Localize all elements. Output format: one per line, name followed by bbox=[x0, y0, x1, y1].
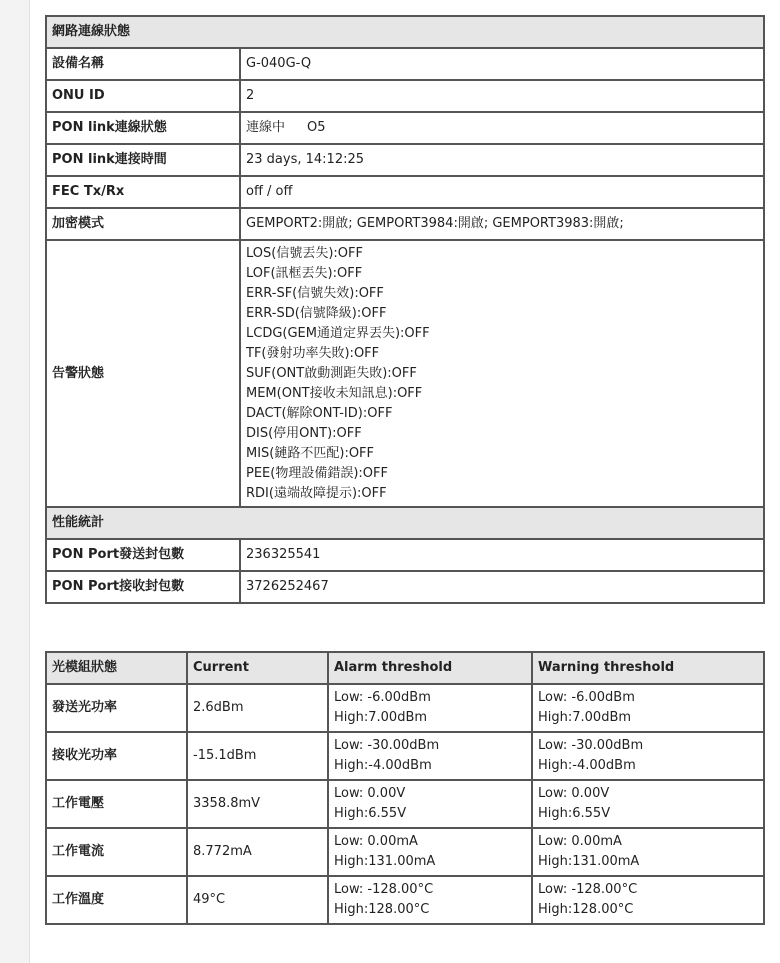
alarm-high: High:7.00dBm bbox=[334, 710, 428, 725]
tx-packets-value: 236325541 bbox=[240, 539, 764, 571]
alarm-status-label: 告警狀態 bbox=[46, 240, 240, 507]
fec-label: FEC Tx/Rx bbox=[46, 176, 240, 208]
alarm-status-list bbox=[240, 240, 764, 507]
table-row bbox=[46, 240, 764, 507]
rx-packets-label: PON Port接收封包數 bbox=[46, 571, 240, 603]
optical-row-label: 工作溫度 bbox=[46, 876, 187, 924]
status-panel bbox=[45, 15, 763, 963]
alarm-high: High:-4.00dBm bbox=[334, 758, 432, 773]
alarm-item-dis: DIS(停用ONT):OFF bbox=[246, 426, 362, 441]
table-row bbox=[46, 876, 764, 924]
onu-id-label: ONU ID bbox=[46, 80, 240, 112]
alarm-item-err-sd: ERR-SD(信號降級):OFF bbox=[246, 306, 387, 321]
encryption-label: 加密模式 bbox=[46, 208, 240, 240]
alarm-item-los: LOS(信號丟失):OFF bbox=[246, 246, 363, 261]
alarm-item-pee: PEE(物理設備錯誤):OFF bbox=[246, 466, 388, 481]
warning-high: High:-4.00dBm bbox=[538, 758, 636, 773]
table-row bbox=[46, 732, 764, 780]
onu-id-value: 2 bbox=[240, 80, 764, 112]
optical-warning-threshold bbox=[532, 828, 764, 876]
warning-high: High:131.00mA bbox=[538, 854, 640, 869]
warning-high: High:6.55V bbox=[538, 806, 611, 821]
table-row bbox=[46, 507, 764, 539]
optical-row-label: 發送光功率 bbox=[46, 684, 187, 732]
alarm-item-lof: LOF(訊框丟失):OFF bbox=[246, 266, 363, 281]
warning-high: High:128.00°C bbox=[538, 902, 634, 917]
optical-alarm-threshold bbox=[328, 780, 532, 828]
optical-header-alarm: Alarm threshold bbox=[328, 652, 532, 684]
alarm-low: Low: -30.00dBm bbox=[334, 738, 440, 753]
optical-header-current: Current bbox=[187, 652, 328, 684]
optical-warning-threshold bbox=[532, 780, 764, 828]
warning-low: Low: -30.00dBm bbox=[538, 738, 644, 753]
pon-link-status-cell bbox=[240, 112, 764, 144]
table-row bbox=[46, 208, 764, 240]
table-row bbox=[46, 539, 764, 571]
table-row bbox=[46, 144, 764, 176]
table-row bbox=[46, 112, 764, 144]
fec-value: off / off bbox=[240, 176, 764, 208]
warning-low: Low: -6.00dBm bbox=[538, 690, 635, 705]
performance-title: 性能統計 bbox=[46, 507, 764, 539]
optical-current-value: 8.772mA bbox=[187, 828, 328, 876]
pon-link-status-label: PON link連線狀態 bbox=[46, 112, 240, 144]
alarm-low: Low: 0.00mA bbox=[334, 834, 418, 849]
pon-link-time-value: 23 days, 14:12:25 bbox=[240, 144, 764, 176]
optical-row-label: 工作電流 bbox=[46, 828, 187, 876]
alarm-item-tf: TF(發射功率失敗):OFF bbox=[246, 346, 380, 361]
alarm-low: Low: -128.00°C bbox=[334, 882, 434, 897]
rx-packets-value: 3726252467 bbox=[240, 571, 764, 603]
pon-link-time-label: PON link連接時間 bbox=[46, 144, 240, 176]
optical-current-value: 49°C bbox=[187, 876, 328, 924]
warning-low: Low: -128.00°C bbox=[538, 882, 638, 897]
table-row bbox=[46, 571, 764, 603]
optical-warning-threshold bbox=[532, 732, 764, 780]
alarm-item-suf: SUF(ONT啟動測距失敗):OFF bbox=[246, 366, 417, 381]
table-row bbox=[46, 16, 764, 48]
optical-current-value: 2.6dBm bbox=[187, 684, 328, 732]
optical-warning-threshold bbox=[532, 876, 764, 924]
table-row bbox=[46, 80, 764, 112]
tx-packets-label: PON Port發送封包數 bbox=[46, 539, 240, 571]
table-row bbox=[46, 176, 764, 208]
table-row bbox=[46, 828, 764, 876]
pon-link-status-value: 連線中 bbox=[246, 120, 286, 135]
optical-alarm-threshold bbox=[328, 732, 532, 780]
optical-header-warning: Warning threshold bbox=[532, 652, 764, 684]
warning-low: Low: 0.00V bbox=[538, 786, 610, 801]
left-sidebar-rail bbox=[0, 0, 30, 963]
device-name-value: G-040G-Q bbox=[240, 48, 764, 80]
optical-module-table bbox=[45, 651, 765, 925]
optical-row-label: 工作電壓 bbox=[46, 780, 187, 828]
encryption-value: GEMPORT2:開啟; GEMPORT3984:開啟; GEMPORT3983:開啟; bbox=[240, 208, 764, 240]
optical-alarm-threshold bbox=[328, 684, 532, 732]
alarm-low: Low: 0.00V bbox=[334, 786, 406, 801]
network-status-table bbox=[45, 15, 765, 604]
warning-high: High:7.00dBm bbox=[538, 710, 632, 725]
alarm-item-dact: DACT(解除ONT-ID):OFF bbox=[246, 406, 393, 421]
network-status-title: 網路連線狀態 bbox=[46, 16, 764, 48]
table-header-row bbox=[46, 652, 764, 684]
alarm-high: High:131.00mA bbox=[334, 854, 436, 869]
optical-alarm-threshold bbox=[328, 876, 532, 924]
alarm-high: High:128.00°C bbox=[334, 902, 430, 917]
optical-row-label: 接收光功率 bbox=[46, 732, 187, 780]
alarm-item-err-sf: ERR-SF(信號失效):OFF bbox=[246, 286, 384, 301]
device-name-label: 設備名稱 bbox=[46, 48, 240, 80]
alarm-high: High:6.55V bbox=[334, 806, 407, 821]
optical-alarm-threshold bbox=[328, 828, 532, 876]
warning-low: Low: 0.00mA bbox=[538, 834, 622, 849]
table-row bbox=[46, 48, 764, 80]
table-row bbox=[46, 780, 764, 828]
optical-header-module: 光模組狀態 bbox=[46, 652, 187, 684]
alarm-item-lcdg: LCDG(GEM通道定界丟失):OFF bbox=[246, 326, 430, 341]
optical-current-value: 3358.8mV bbox=[187, 780, 328, 828]
alarm-item-mis: MIS(鏈路不匹配):OFF bbox=[246, 446, 375, 461]
optical-current-value: -15.1dBm bbox=[187, 732, 328, 780]
alarm-low: Low: -6.00dBm bbox=[334, 690, 431, 705]
optical-warning-threshold bbox=[532, 684, 764, 732]
table-row bbox=[46, 684, 764, 732]
alarm-item-rdi: RDI(遠端故障提示):OFF bbox=[246, 486, 387, 501]
alarm-item-mem: MEM(ONT接收未知訊息):OFF bbox=[246, 386, 423, 401]
pon-link-state-code: O5 bbox=[307, 120, 326, 135]
